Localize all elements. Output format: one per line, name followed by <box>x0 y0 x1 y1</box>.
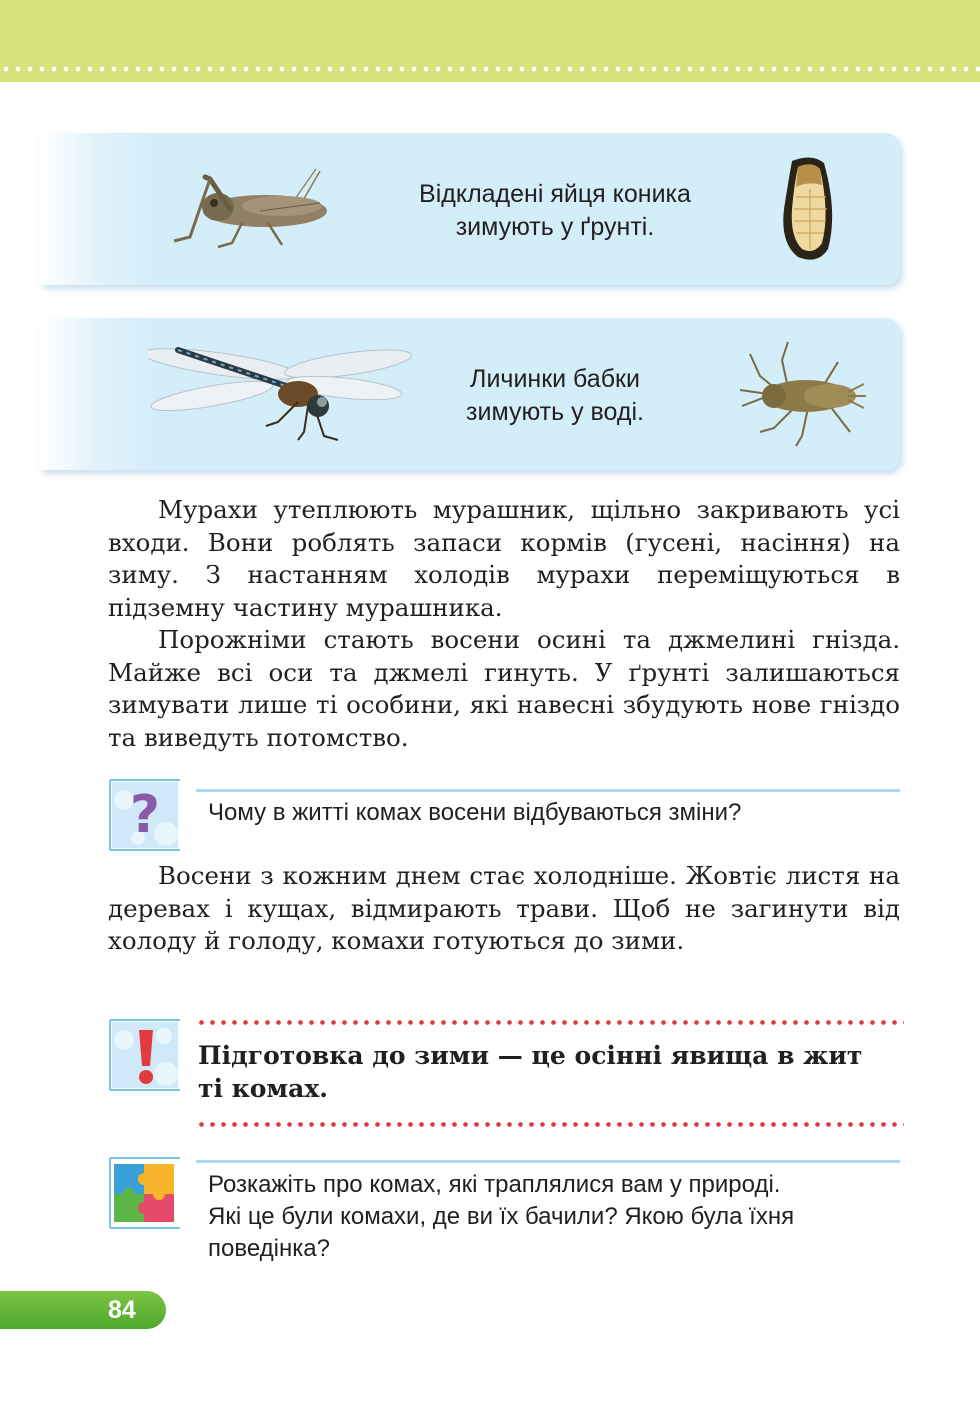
grasshopper-info-panel <box>40 133 900 285</box>
paragraph-ants: Мурахи утеплюють мурашник, щільно закривають усі входи. Вони роблять запаси кормів (гусені, насіння) на зиму. З настанням холодів мурахи переміщуються в підземну частину мурашника. <box>108 495 900 622</box>
ants-wasps-text <box>108 494 900 754</box>
svg-text:?: ? <box>129 785 161 845</box>
dragonfly-picture <box>148 336 418 446</box>
grasshopper-egg-pod-picture <box>778 153 840 265</box>
conclusion-top-dots <box>196 1020 904 1025</box>
page-number: 84 <box>108 1296 136 1324</box>
paragraph-wasps: Порожніми стають восени осині та джмелині гнізда. Майже всі оси та джмелі гинуть. У ґрунті залишаються зимувати лише ті особини, які навесні збудують нове гніздо та виведуть потомство. <box>108 625 900 752</box>
conclusion-text: Підготовка до зими — це осінні явища в жит ті комах. <box>198 1041 863 1103</box>
dragonfly-info-panel <box>40 318 900 470</box>
grasshopper-caption: Відкладені яйця коника зимують у ґрунті. <box>419 180 691 241</box>
dragonfly-larva-picture <box>730 336 880 452</box>
question-text: Чому в житті комах восени відбуваються зміни? <box>208 799 742 826</box>
paragraph-autumn: Восени з кожним днем стає холодніше. Жовтіє листя на деревах і кущах, відмирають трави. Щоб не загинути від холоду й голоду, комахи готуються до зими. <box>108 861 900 955</box>
task-text: Розкажіть про комах, які траплялися вам у природі. Які це були комахи, де ви їх бачили? Якою була їхня поведінка? <box>208 1171 795 1262</box>
puzzle-icon <box>108 1156 182 1230</box>
conclusion-bottom-dots <box>196 1122 904 1127</box>
exclamation-mark-icon <box>108 1018 182 1092</box>
page-number-tab <box>0 1291 166 1329</box>
task-top-rule <box>196 1160 900 1163</box>
question-top-rule <box>196 789 900 792</box>
grasshopper-picture <box>170 151 350 256</box>
dragonfly-caption: Личинки бабки зимують у воді. <box>466 365 644 426</box>
question-mark-icon <box>108 778 182 852</box>
header-dotted-line <box>0 66 980 72</box>
autumn-text <box>108 860 900 958</box>
